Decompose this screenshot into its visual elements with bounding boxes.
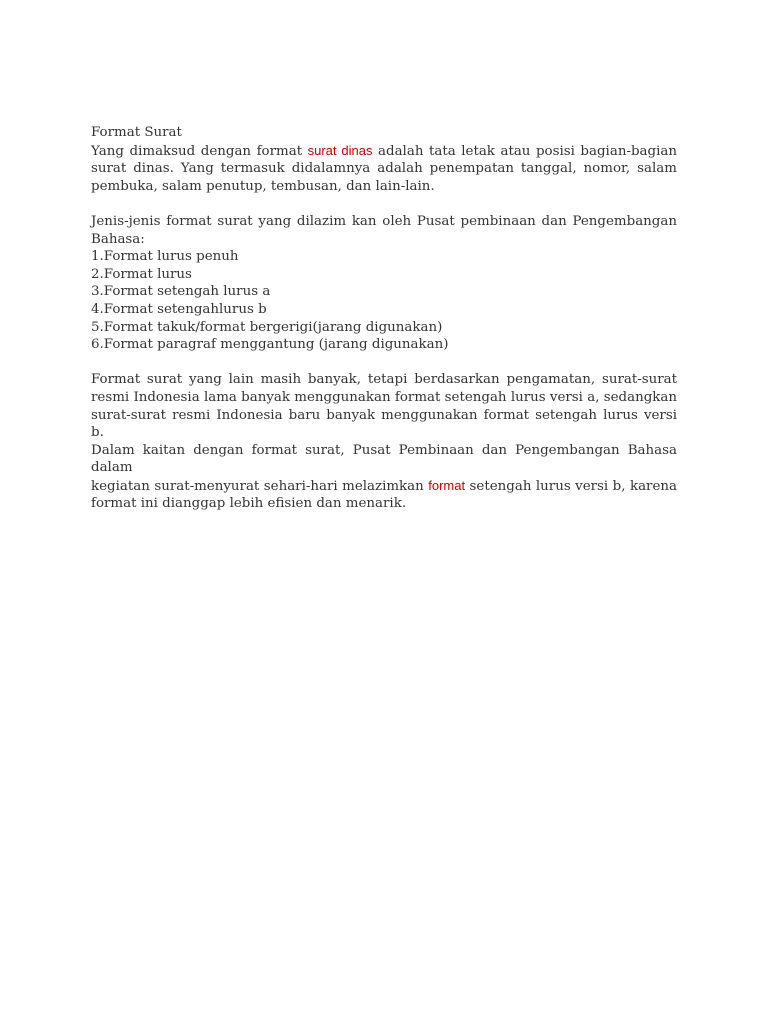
intro-paragraph	[91, 142, 677, 196]
format-link[interactable]: format	[428, 477, 466, 493]
paragraph-gap	[91, 195, 677, 213]
conclusion-line-5	[91, 477, 677, 496]
surat-dinas-link[interactable]: surat dinas	[307, 142, 373, 158]
list-item: 3.Format setengah lurus a	[91, 284, 271, 300]
types-line-2: Bahasa:	[91, 231, 145, 247]
paragraph-gap	[91, 354, 677, 372]
format-list	[91, 248, 677, 354]
document-title: Format Surat	[91, 125, 182, 140]
intro-line-1-after: adalah tata letak atau posisi bagian-bagian	[372, 143, 677, 159]
conclusion-line-3: surat-surat resmi Indonesia baru banyak menggunakan format setengah lurus versi b.	[91, 407, 677, 441]
list-item: 6.Format paragraf menggantung (jarang digunakan)	[91, 337, 449, 353]
intro-line-1-before: Yang dimaksud dengan format	[91, 143, 308, 159]
conclusion-line-5-before: kegiatan surat-menyurat sehari-hari melazimkan	[91, 478, 429, 494]
types-paragraph	[91, 213, 677, 248]
conclusion-line-1: Format surat yang lain masih banyak, tetapi berdasarkan pengamatan, surat-surat	[91, 372, 677, 388]
list-item: 4.Format setengahlurus b	[91, 301, 267, 317]
list-item: 1.Format lurus penuh	[91, 249, 239, 265]
document-body	[91, 124, 677, 513]
list-item: 2.Format lurus	[91, 266, 192, 282]
conclusion-line-4: Dalam kaitan dengan format surat, Pusat Pembinaan dan Pengembangan Bahasa dalam	[91, 442, 677, 476]
intro-line-1	[91, 142, 677, 161]
types-line-1: Jenis-jenis format surat yang dilazim kan oleh Pusat pembinaan dan Pengembangan	[91, 213, 677, 229]
intro-line-2: surat dinas. Yang termasuk didalamnya adalah penempatan tanggal, nomor, salam	[91, 161, 677, 177]
conclusion-line-6: format ini dianggap lebih efisien dan menarik.	[91, 496, 407, 512]
conclusion-line-2: resmi Indonesia lama banyak menggunakan format setengah lurus versi a, sedangkan	[91, 389, 677, 405]
list-item: 5.Format takuk/format bergerigi(jarang digunakan)	[91, 319, 443, 335]
conclusion-line-5-after: setengah lurus versi b, karena	[465, 478, 677, 494]
intro-line-3: pembuka, salam penutup, tembusan, dan lain-lain.	[91, 178, 435, 194]
conclusion-paragraph	[91, 371, 677, 513]
